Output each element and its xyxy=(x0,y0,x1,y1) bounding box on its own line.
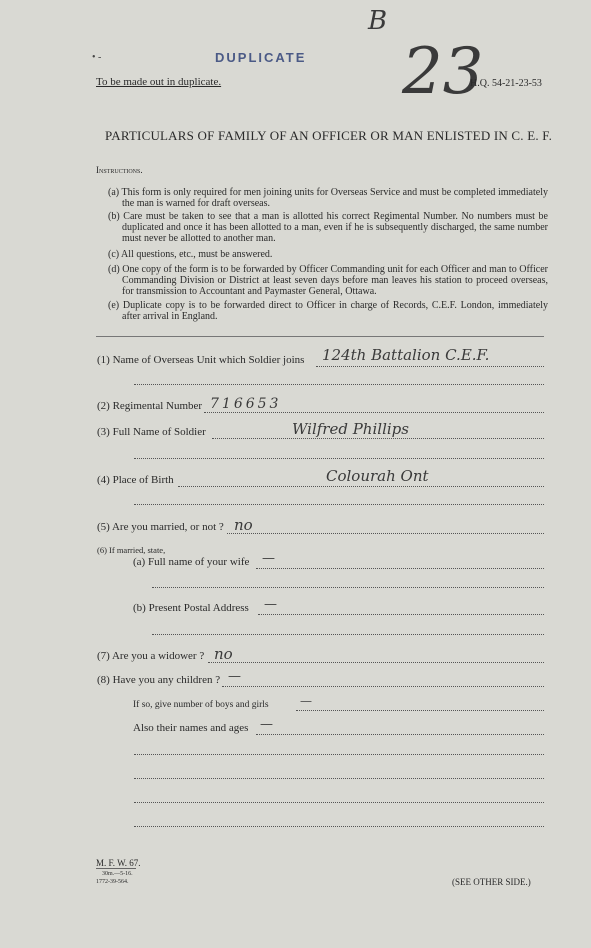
q4-line xyxy=(178,486,544,487)
q7-answer: no xyxy=(214,645,233,663)
blank-line-2 xyxy=(134,778,544,779)
q8-sub1-line xyxy=(296,710,544,711)
q1-line xyxy=(316,366,544,367)
q6a-line xyxy=(256,568,544,569)
q3-answer: Wilfred Phillips xyxy=(292,420,409,438)
blank-line-3 xyxy=(134,802,544,803)
form-code: M. F. W. 67. xyxy=(96,858,141,868)
instructions-heading: Instructions. xyxy=(96,165,143,175)
big-number: 23 xyxy=(402,35,484,109)
q8-label: (8) Have you any children ? xyxy=(97,674,221,686)
q5-line xyxy=(227,533,544,534)
q7-label: (7) Are you a widower ? xyxy=(97,650,205,662)
instruction-d: (d) One copy of the form is to be forwarded by Officer Commanding unit for each Officer and man to Officer Commanding Division or District at least seven days before man leaves his station to proceed overseas, for transmission to Accountant and Paymaster General, Ottawa. xyxy=(108,264,548,297)
corner-mark: B xyxy=(368,6,388,36)
q6b-line xyxy=(258,614,544,615)
instruction-b: (b) Care must be taken to see that a man is allotted his correct Regimental Number. No numbers must be duplicated and once it has been allotted to a man, even if he is subsequently discharged, the same number must never be allotted to another man. xyxy=(108,211,548,244)
q4-answer: Colourah Ont xyxy=(326,467,429,485)
q8-answer: — xyxy=(228,669,241,684)
print-line-2: 1772-39-564. xyxy=(96,879,129,885)
blank-line-4 xyxy=(134,826,544,827)
q2-answer: 716653 xyxy=(210,396,282,412)
hq-reference: H.Q. 54-21-23-53 xyxy=(470,78,542,89)
q6b-label: (b) Present Postal Address xyxy=(133,602,249,614)
q8-sub2-line xyxy=(256,734,544,735)
q8-sub2-label: Also their names and ages xyxy=(133,722,249,734)
footer-rule xyxy=(96,868,136,869)
q8-sub2-answer: — xyxy=(260,717,273,732)
q8-sub1-label: If so, give number of boys and girls xyxy=(133,700,269,710)
duplicate-stamp: DUPLICATE xyxy=(215,50,307,65)
stray-marks: • - xyxy=(92,52,102,63)
q6a-answer: — xyxy=(262,551,275,566)
duplicate-note: To be made out in duplicate. xyxy=(96,76,222,88)
q3-line-2 xyxy=(134,458,544,459)
q8-line xyxy=(222,686,544,687)
q4-label: (4) Place of Birth xyxy=(97,474,174,486)
form-title: PARTICULARS OF FAMILY OF AN OFFICER OR MAN ENLISTED IN C. E. F. xyxy=(105,128,553,143)
section-divider xyxy=(96,336,544,337)
q6b-line-2 xyxy=(152,634,544,635)
q3-label: (3) Full Name of Soldier xyxy=(97,426,206,438)
q4-line-2 xyxy=(134,504,544,505)
q2-line xyxy=(204,412,544,413)
q2-label: (2) Regimental Number xyxy=(97,400,203,412)
q8-sub1-answer: — xyxy=(300,694,312,708)
q3-line xyxy=(212,438,544,439)
q6-label: (6) If married, state, xyxy=(97,545,166,555)
blank-line-1 xyxy=(134,754,544,755)
print-line-1: 30m.—5-16. xyxy=(102,871,133,877)
q5-label: (5) Are you married, or not ? xyxy=(97,521,224,533)
q6a-line-2 xyxy=(152,587,544,588)
q1-answer: 124th Battalion C.E.F. xyxy=(322,346,490,364)
instruction-a: (a) This form is only required for men joining units for Overseas Service and must be completed immediately the man is warned for draft overseas. xyxy=(108,187,548,209)
q6a-label: (a) Full name of your wife xyxy=(133,556,250,568)
see-other-side: (SEE OTHER SIDE.) xyxy=(452,877,531,887)
instruction-e: (e) Duplicate copy is to be forwarded direct to Officer in charge of Records, C.E.F. London, immediately after arrival in England. xyxy=(108,300,548,322)
q6b-answer: — xyxy=(264,597,277,612)
q5-answer: no xyxy=(234,516,253,534)
instruction-c: (c) All questions, etc., must be answered. xyxy=(108,249,273,260)
q1-label: (1) Name of Overseas Unit which Soldier joins xyxy=(97,354,305,366)
q1-line-2 xyxy=(134,384,544,385)
q7-line xyxy=(208,662,544,663)
